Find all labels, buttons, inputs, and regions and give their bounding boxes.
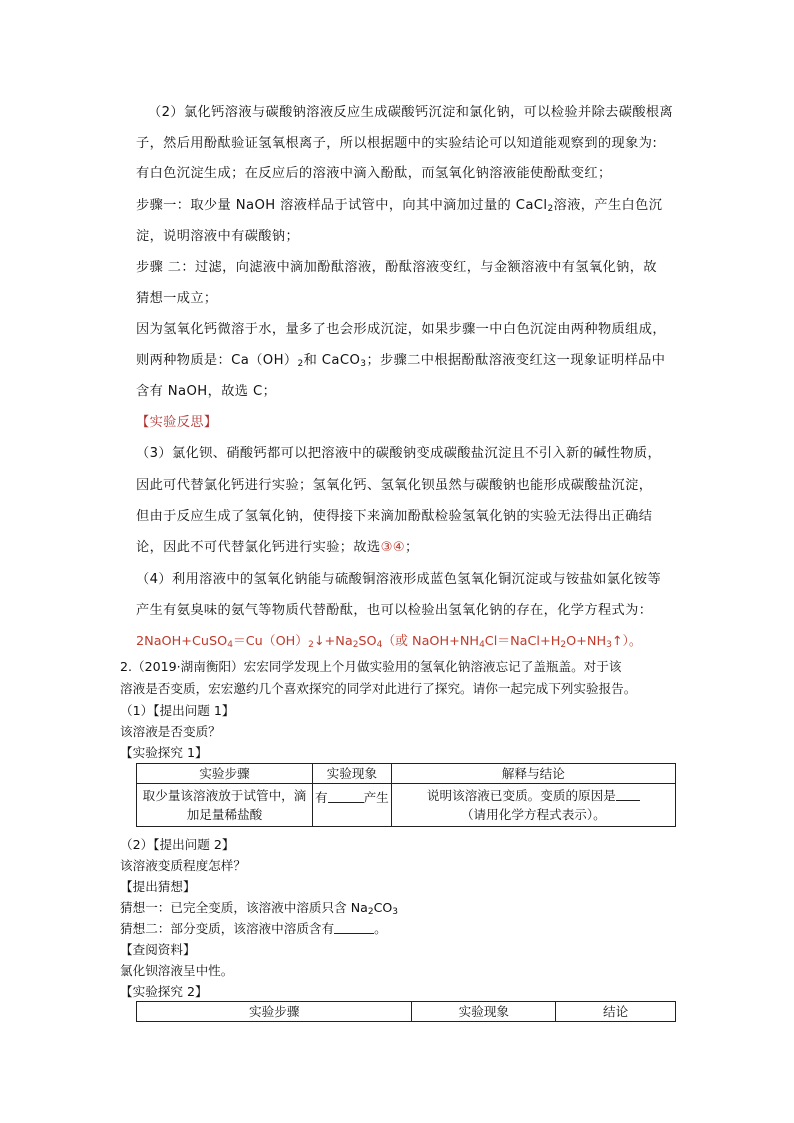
- para-line: 则两种物质是：$Ca(OH)_2$和 CaCO$_3$；步骤二中根据酚酞溶液变红这一现象证明样品中: [136, 353, 666, 369]
- question-text: 该溶液变质程度怎样？: [120, 858, 246, 873]
- experiment-table-1: [136, 763, 676, 827]
- para-line: 但由于反应生成了氢氧化钠，使得接下来滴加酚酞检验氢氧化钠的实验无法得出正确结: [136, 509, 653, 524]
- para-line: 因为氢氧化钙微溶于水，量多了也会形成沉淀，如果步骤一中白色沉淀由两种物质组成，: [136, 322, 666, 337]
- table-header: 实验步骤: [137, 1002, 412, 1022]
- subheading: 【查阅资料】: [120, 942, 196, 957]
- answer-highlight: ③④: [380, 540, 406, 555]
- table-header: 解释与结论: [391, 764, 675, 784]
- para-line: 含有 NaOH，故选 C；: [136, 384, 277, 399]
- answer-blank[interactable]: [616, 787, 640, 801]
- subheading: 【实验探究 2】: [120, 984, 208, 999]
- hypothesis-line: 猜想一：已完全变质，该溶液中溶质只含 $Na_2CO_3$: [120, 900, 399, 917]
- para-line: 淀，说明溶液中有碳酸钠；: [136, 229, 300, 244]
- question-intro: 溶液是否变质，宏宏邀约几个喜欢探究的同学对此进行了探究。请你一起完成下列实验报告。: [120, 681, 637, 696]
- table-cell-phenomenon: 有 产生: [312, 784, 391, 827]
- para-line: 子，然后用酚酞验证氢氧根离子，所以根据题中的实验结论可以知道能观察到的现象为:: [136, 136, 658, 151]
- para-line: （2）氯化钙溶液与碳酸钠溶液反应生成碳酸钙沉淀和氯化钠，可以检验并除去碳酸根离: [148, 105, 674, 120]
- answer-blank[interactable]: [334, 920, 374, 934]
- question-text: 该溶液是否变质？: [120, 724, 221, 739]
- hypothesis-line: 猜想二：部分变质，该溶液中溶质含有 。: [120, 921, 387, 936]
- experiment-table-2: [136, 1001, 676, 1022]
- table-header: 结论: [556, 1002, 676, 1022]
- para-line: 因此可代替氯化钙进行实验；氢氧化钙、氢氧化钡虽然与碳酸钠也能形成碳酸盐沉淀，: [136, 478, 653, 493]
- table-header: 实验现象: [412, 1002, 556, 1022]
- section-heading-reflection: 【实验反思】: [136, 415, 218, 430]
- table-header: 实验步骤: [137, 764, 313, 784]
- subheading: 【实验探究 1】: [120, 745, 208, 760]
- para-line: 有白色沉淀生成；在反应后的溶液中滴入酚酞，而氢氧化钠溶液能使酚酞变红；: [136, 166, 612, 181]
- question-intro: 2.（2019·湖南衡阳）宏宏同学发现上个月做实验用的氢氧化钠溶液忘记了盖瓶盖。对于该: [120, 659, 622, 674]
- para-line: 产生有氨臭味的氨气等物质代替酚酞，也可以检验出氢氧化钠的存在，化学方程式为：: [136, 603, 653, 618]
- info-text: 氯化钡溶液呈中性。: [120, 963, 234, 978]
- para-line: （3）氯化钡、硝酸钙都可以把溶液中的碳酸钠变成碳酸盐沉淀且不引入新的碱性物质，: [136, 446, 662, 461]
- para-line: 步骤一：取少量 NaOH 溶液样品于试管中，向其中滴加过量的 CaCl$_2$溶液，产生白色沉: [136, 198, 663, 214]
- para-line: （4）利用溶液中的氢氧化钠能与硫酸铜溶液形成蓝色氢氧化铜沉淀或与铵盐如氯化铵等: [136, 572, 662, 587]
- subheading: 【提出猜想】: [120, 879, 196, 894]
- subheading: （1）【提出问题 1】: [120, 703, 235, 718]
- table-header: 实验现象: [312, 764, 391, 784]
- table-cell-conclusion: 说明该溶液已变质。变质的原因是 （请用化学方程式表示）。: [391, 784, 675, 827]
- para-line: 猜想一成立；: [136, 291, 218, 306]
- para-line: 论，因此不可代替氯化钙进行实验；故选③④；: [136, 540, 419, 555]
- subheading: （2）【提出问题 2】: [120, 837, 235, 852]
- chemical-equation: $2NaOH+CuSO_4=Cu(OH)_2↓+Na_2SO_4$（或 $NaOH+NH_4Cl=NaCl+H_2O+NH_3↑$）。: [136, 634, 642, 650]
- answer-blank[interactable]: [328, 789, 364, 803]
- table-cell-step: 取少量该溶液放于试管中，滴 加足量稀盐酸: [137, 784, 313, 827]
- para-line: 步骤 二：过滤，向滤液中滴加酚酞溶液，酚酞溶液变红，与金额溶液中有氢氧化钠，故: [136, 260, 657, 275]
